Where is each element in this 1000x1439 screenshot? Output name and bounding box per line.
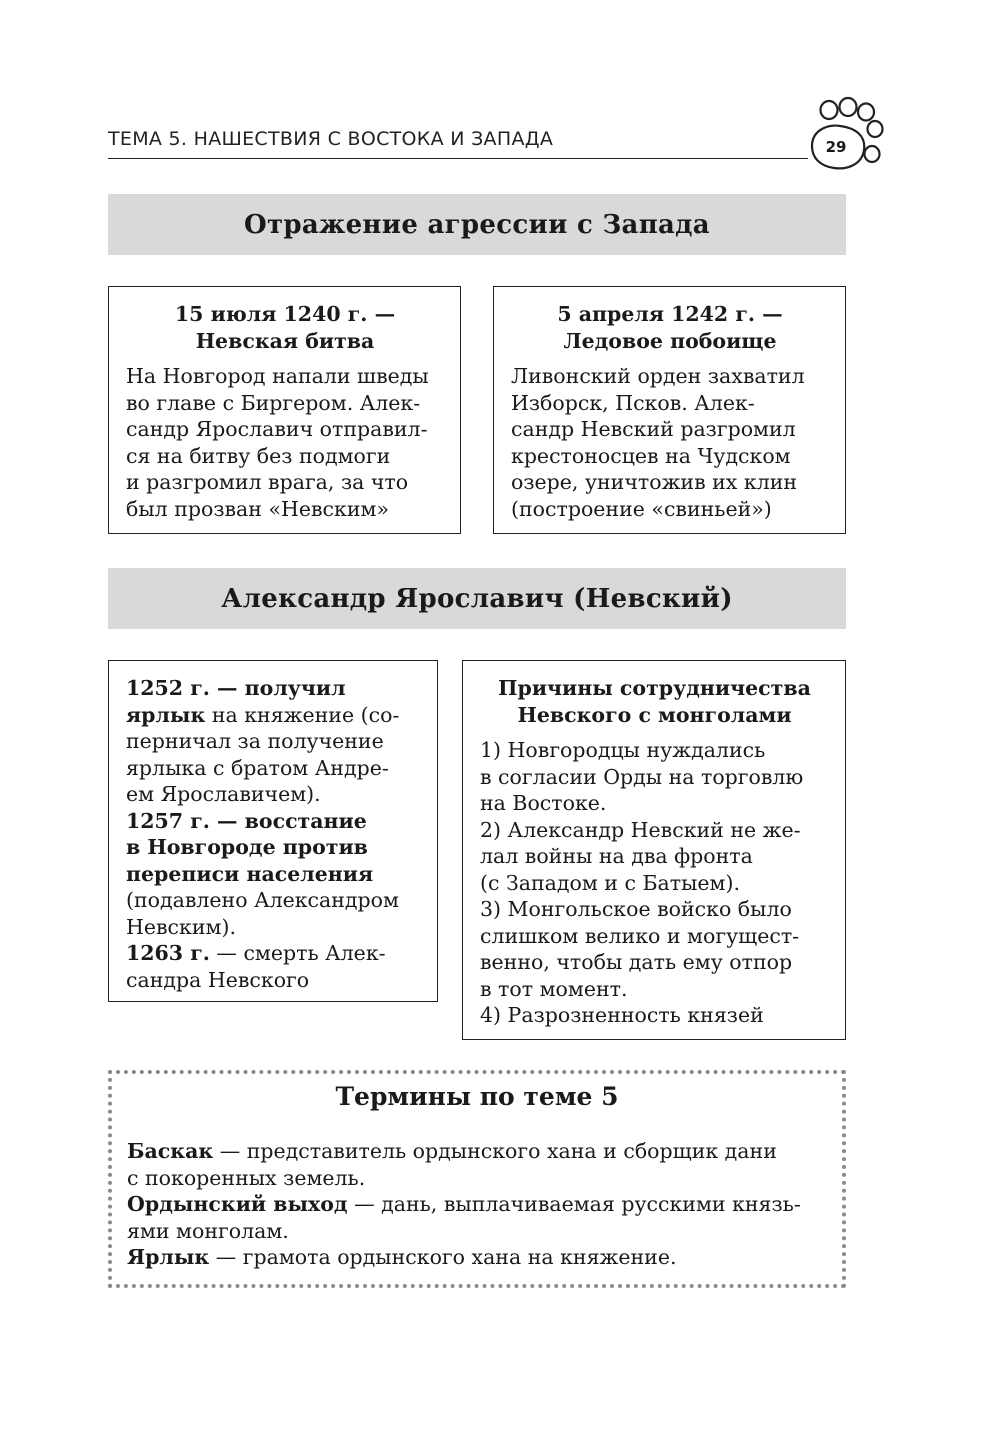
paw-print-icon xyxy=(800,96,890,176)
ice-battle-text: Ливонский орден захватил Изборск, Псков. Алек- сандр Невский разгромил крестоносцев на Чудском озере, уничтожив их клин (построение «свиньей») xyxy=(511,364,805,521)
section-banner-nevsky: Александр Ярославич (Невский) xyxy=(108,568,846,629)
timeline-entry-1263: 1263 г. — смерть Алек- сандра Невского xyxy=(126,941,386,992)
term-ordynsky-vykhod: Ордынский выход — дань, выплачиваемая русскими князь- ями монголам. xyxy=(127,1192,801,1243)
running-header: ТЕМА 5. НАШЕСТВИЯ С ВОСТОКА И ЗАПАДА xyxy=(108,128,554,150)
header-rule xyxy=(108,158,808,159)
neva-battle-text: На Новгород напали шведы во главе с Биргером. Алек- сандр Ярославич отправил- ся на битву без подмоги и разгромил врага, за что был прозван «Невским» xyxy=(126,364,429,521)
timeline-entry-1252: 1252 г. — получил ярлык на княжение (со- перничал за получение ярлыка с братом Андре- ем Ярославичем). xyxy=(126,676,400,806)
ice-battle-box xyxy=(493,286,846,534)
cooperation-reasons-title: Причины сотрудничества Невского с монголами xyxy=(498,676,811,727)
neva-battle-box xyxy=(108,286,461,534)
neva-battle-title: 15 июля 1240 г. — Невская битва xyxy=(174,302,396,353)
nevsky-timeline-box xyxy=(108,660,438,1002)
timeline-entry-1257: 1257 г. — восстание в Новгороде против переписи населения (подавлено Александром Невским). xyxy=(126,808,399,939)
terms-title: Термины по теме 5 xyxy=(335,1082,619,1111)
term-yarlyk: Ярлык — грамота ордынского хана на княжение. xyxy=(127,1245,677,1269)
terms-list xyxy=(127,1138,832,1271)
cooperation-reasons-box xyxy=(462,660,846,1040)
term-baskak: Баскак — представитель ордынского хана и сборщик дани с покоренных земель. xyxy=(127,1139,777,1190)
section-banner-west: Отражение агрессии с Запада xyxy=(108,194,846,255)
page-number: 29 xyxy=(825,138,847,156)
ice-battle-title: 5 апреля 1242 г. — Ледовое побоище xyxy=(557,302,783,353)
cooperation-reasons-list: 1) Новгородцы нуждались в согласии Орды на торговлю на Востоке. 2) Александр Невский не же- лал войны на два фронта (с Западом и с Батыем). 3) Монгольское войско было слишком велико и могущест- венно, чтобы дать ему отпор в тот момент. 4) Разрозненность князей xyxy=(480,738,804,1027)
